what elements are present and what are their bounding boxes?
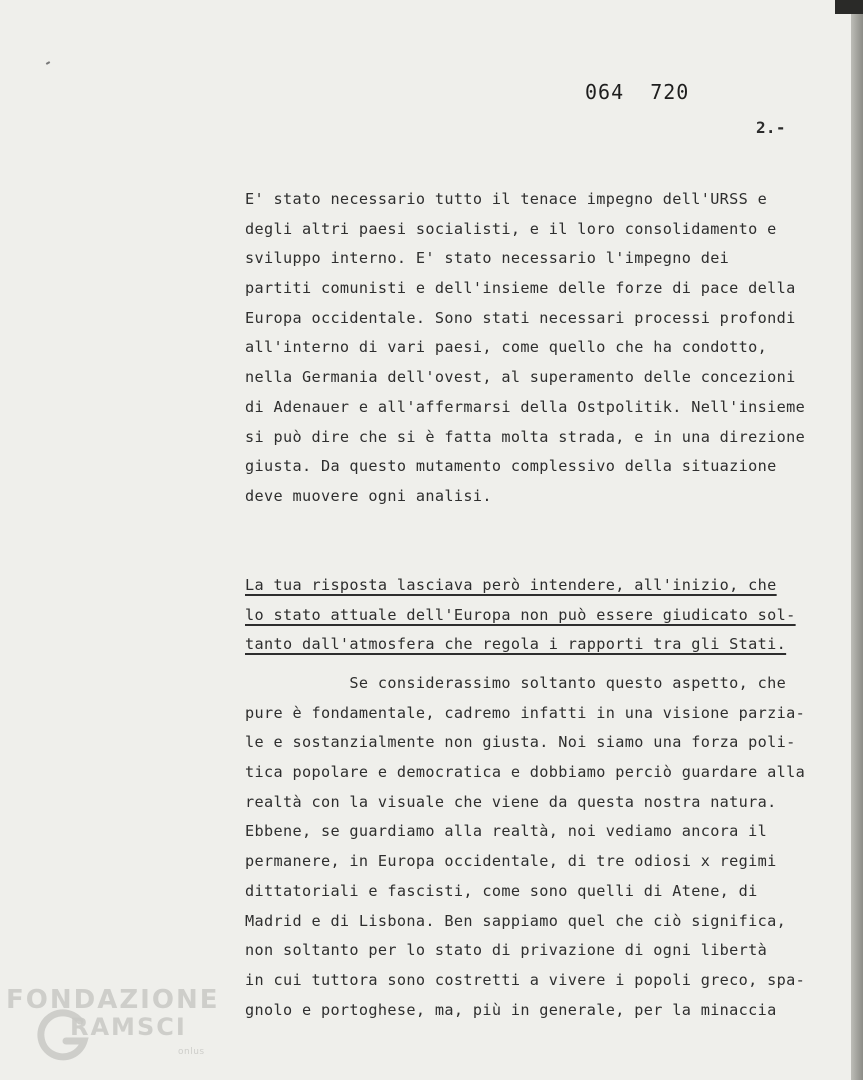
text-line: permanere, in Europa occidentale, di tre odiosi x regimi [245,852,777,871]
text-line: Ebbene, se guardiamo alla realtà, noi vediamo ancora il [245,822,768,841]
text-line: tica popolare e democratica e dobbiamo perciò guardare alla [245,763,806,782]
text-line: le e sostanzialmente non giusta. Noi siamo una forza poli- [245,733,796,752]
text-line: E' stato necessario tutto il tenace impegno dell'URSS e [245,190,768,208]
paper-edge-shadow [851,0,863,1080]
text-line: Se considerassimo soltanto questo aspetto, che [245,674,787,692]
text-line: sviluppo interno. E' stato necessario l'impegno dei [245,249,730,268]
watermark-suffix: onlus [178,1047,205,1057]
text-line: in cui tuttora sono costretti a vivere i popoli greco, spa- [245,970,806,989]
text-line: di Adenauer e all'affermarsi della Ostpolitik. Nell'insieme [245,397,806,416]
text-line: tanto dall'atmosfera che regola i rapporti tra gli Stati. [245,635,787,654]
paragraph-2-underlined-question [245,571,796,660]
watermark-line-1: FONDAZIONE [6,985,220,1015]
text-line: gnolo e portoghese, ma, più in generale, per la minaccia [245,1000,777,1019]
text-line: si può dire che si è fatta molta strada, e in una direzione [245,427,806,446]
watermark-line-2: RAMSCI [70,1013,187,1041]
text-line: dittatoriali e fascisti, come sono quelli di Atene, di [245,881,758,900]
text-line: realtà con la visuale che viene da questa nostra natura. [245,792,777,811]
text-line: degli altri paesi socialisti, e il loro consolidamento e [245,219,777,238]
text-line: La tua risposta lasciava però intendere, all'inizio, che [245,576,777,594]
paragraph-1 [245,185,805,512]
paragraph-3 [245,669,805,1025]
text-line: Madrid e di Lisbona. Ben sappiamo quel che ciò significa, [245,911,787,930]
text-line: all'interno di vari paesi, come quello che ha condotto, [245,338,768,357]
text-line: partiti comunisti e dell'insieme delle forze di pace della [245,279,796,298]
page-number: 2.- [756,118,786,137]
text-line: non soltanto per lo stato di privazione di ogni libertà [245,941,768,960]
text-line: pure è fondamentale, cadremo infatti in una visione parzia- [245,703,806,722]
document-number: 064 720 [585,80,690,104]
text-line: nella Germania dell'ovest, al superamento delle concezioni [245,368,796,387]
text-line: lo stato attuale dell'Europa non può essere giudicato sol- [245,605,796,624]
text-line: giusta. Da questo mutamento complessivo della situazione [245,457,777,476]
foundation-watermark [6,985,226,1075]
text-line: deve muovere ogni analisi. [245,486,492,505]
text-line: Europa occidentale. Sono stati necessari processi profondi [245,308,796,327]
paper-speck [46,61,50,65]
scan-corner [835,0,863,14]
